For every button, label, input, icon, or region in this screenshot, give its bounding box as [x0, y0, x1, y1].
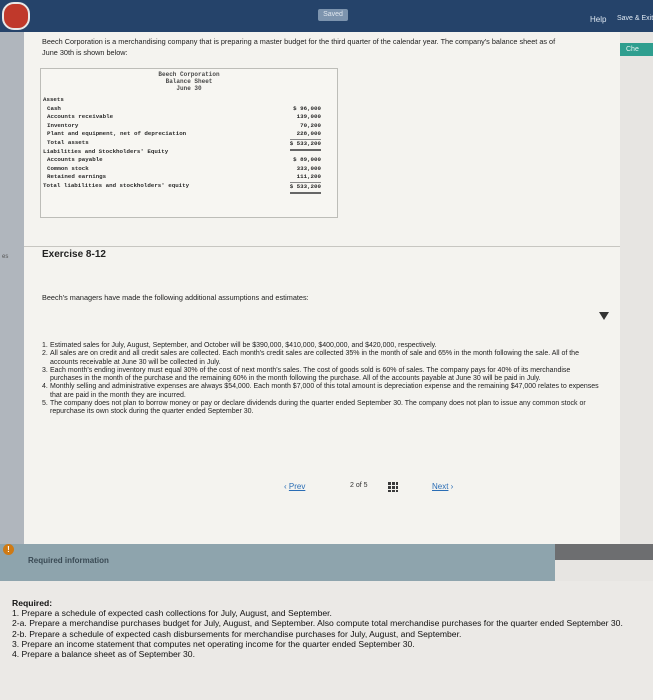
bs-label: Cash	[47, 104, 61, 112]
page-indicator: 2 of 5	[350, 482, 368, 489]
bs-label: Total assets	[47, 138, 89, 146]
required-information-bar[interactable]	[0, 544, 555, 581]
bs-label: Total liabilities and stockholders' equity	[43, 181, 190, 189]
item-text: Monthly selling and administrative expenses are always $54,000. Each month $7,000 of this total amount is depreciation expense and the remaining $47,000 relates to expenses that are paid in the month they are incurred.	[50, 383, 599, 399]
left-sidebar	[0, 32, 24, 592]
required-item: 1. Prepare a schedule of expected cash collections for July, August, and September.	[12, 608, 332, 619]
bs-label: Retained earnings	[47, 173, 107, 181]
bs-row	[41, 182, 337, 191]
save-exit-link[interactable]: Save & Exit	[617, 15, 653, 22]
bs-row	[41, 139, 337, 148]
balance-sheet	[40, 68, 338, 218]
info-icon: !	[3, 544, 14, 555]
bs-value: 111,200	[296, 173, 321, 181]
item-text: Each month's ending inventory must equal 30% of the cost of next month's sales. The cost of goods sold is 60% of sales. The company pays for 40% of its merchandise purchases in the month of the purchase and the remaining 60% in the month following the purchase. All of the accounts payable at June 30 will be paid in July.	[50, 366, 571, 383]
bs-label: Plant and equipment, net of depreciation	[47, 130, 187, 138]
notification-icon[interactable]	[2, 2, 30, 30]
bs-row	[41, 130, 337, 139]
bs-label: Accounts receivable	[47, 113, 114, 121]
sidebar-tag: es	[2, 254, 9, 260]
list-item	[42, 350, 602, 367]
item-number: 2.	[42, 350, 48, 358]
list-item	[42, 367, 602, 384]
bs-row	[41, 96, 337, 105]
bs-row	[41, 156, 337, 165]
next-label: Next	[432, 482, 449, 491]
chevron-right-icon: ›	[448, 482, 454, 491]
list-item	[42, 342, 602, 350]
bs-value: $ 533,200	[290, 182, 321, 194]
bs-value: 139,000	[296, 113, 321, 121]
help-link[interactable]: Help	[590, 15, 607, 24]
pagination	[284, 482, 484, 496]
bs-value: 70,200	[300, 121, 321, 129]
chevron-left-icon: ‹	[284, 482, 289, 491]
bs-value: $ 533,200	[290, 139, 321, 151]
bs-value: 333,000	[296, 164, 321, 172]
required-item: 2-a. Prepare a merchandise purchases budget for July, August, and September. Also compute total merchandise purchases for the quarter ended September 30.	[12, 618, 623, 629]
required-item: 4. Prepare a balance sheet as of September 30.	[12, 649, 195, 660]
cursor-icon	[599, 312, 609, 320]
bs-row	[41, 113, 337, 122]
bs-label: Inventory	[47, 121, 79, 129]
exercise-title: Exercise 8-12	[42, 249, 106, 260]
item-number: 5.	[42, 400, 48, 408]
required-title: Required:	[12, 598, 53, 608]
list-item	[42, 400, 602, 417]
item-number: 3.	[42, 366, 48, 374]
bs-value: $ 89,000	[293, 156, 321, 164]
required-section	[12, 598, 644, 659]
assumptions-list	[42, 342, 602, 417]
bs-label: Common stock	[47, 164, 89, 172]
item-number: 4.	[42, 383, 48, 391]
list-item	[42, 383, 602, 400]
bs-label: Assets	[43, 96, 64, 103]
saved-indicator: Saved	[318, 9, 348, 21]
bs-row	[41, 165, 337, 174]
required-item: 2-b. Prepare a schedule of expected cash disbursements for merchandise purchases for July, August, and September.	[12, 628, 462, 639]
check-my-work-button[interactable]: Che	[620, 43, 653, 56]
bs-row	[41, 173, 337, 182]
item-text: Estimated sales for July, August, September, and October will be $390,000, $410,000, $400,000, and $420,000, respectively.	[50, 342, 437, 349]
grid-icon[interactable]	[388, 482, 398, 492]
bs-row	[41, 122, 337, 131]
required-item: 3. Prepare an income statement that computes net operating income for the quarter ended September 30.	[12, 638, 415, 649]
item-text: The company does not plan to borrow money or pay or declare dividends during the quarter ended September 30. The company does not plan to issue any common stock or repurchase its own stock during the quarter ended September 30.	[50, 400, 586, 416]
intro-text: Beech Corporation is a merchandising company that is preparing a master budget for the third quarter of the calendar year. The company's balance sheet as of June 30th is shown below:	[42, 37, 556, 57]
assumptions-intro: Beech's managers have made the following additional assumptions and estimates:	[42, 293, 309, 302]
item-number: 1.	[42, 342, 48, 349]
next-button[interactable]	[432, 482, 453, 491]
bs-value: 228,000	[296, 130, 321, 138]
balance-sheet-date: June 30	[176, 85, 202, 92]
bs-value: $ 96,000	[293, 104, 321, 112]
balance-sheet-title: Balance Sheet	[165, 78, 213, 85]
balance-sheet-company: Beech Corporation	[158, 71, 220, 78]
item-text: All sales are on credit and all credit sales are collected. Each month's credit sales are collected 35% in the month of sale and 65% in the month following the sale. All of the accounts receivable at June 30 will be collected in July.	[50, 350, 579, 366]
required-information-label: Required information	[28, 556, 109, 565]
bs-label: Liabilities and Stockholders' Equity	[43, 147, 169, 155]
prev-button[interactable]	[284, 482, 305, 491]
bs-label: Accounts payable	[47, 156, 103, 164]
top-bar	[0, 0, 653, 32]
prev-label: Prev	[288, 482, 306, 491]
section-divider	[24, 246, 620, 247]
bs-row	[41, 105, 337, 114]
bs-row	[41, 148, 337, 157]
